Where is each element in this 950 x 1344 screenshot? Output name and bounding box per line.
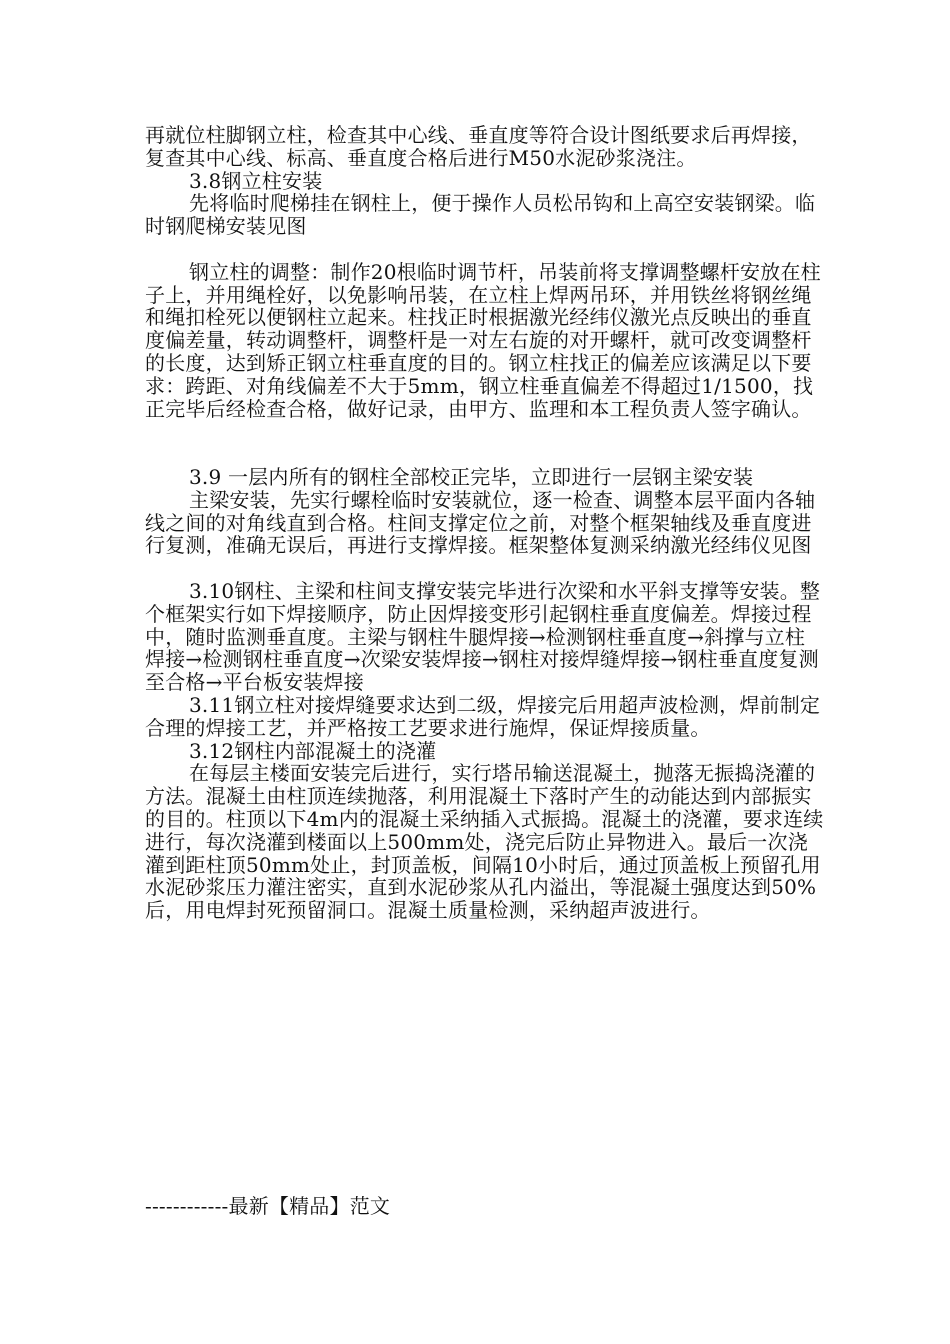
blank-line [145, 557, 825, 580]
blank-line [145, 420, 825, 466]
document-body [145, 124, 825, 922]
paragraph-column-adjustment: 钢立柱的调整：制作20根临时调节杆，吊装前将支撑调整螺杆安放在柱子上，并用绳栓好，以免影响吊装，在立柱上焊两吊环，并用铁丝将钢丝绳和绳扣栓死以便钢柱立起来。柱找正时根据激光经纬仪激光点反映出的垂直度偏差量，转动调整杆，调整杆是一对左右旋的对开螺杆，就可改变调整杆的长度，达到矫正钢立柱垂直度的目的。钢立柱找正的偏差应该满足以下要求：跨距、对角线偏差不大于5mm，钢立柱垂直偏差不得超过1/1500，找正完毕后经检查合格，做好记录，由甲方、监理和本工程负责人签字确认。 [145, 259, 821, 421]
paragraph-main-beam: 主梁安装，先实行螺栓临时安装就位，逐一检查、调整本层平面内各轴线之间的对角线直到合格。柱间支撑定位之前，对整个框架轴线及垂直度进行复测，准确无误后，再进行支撑焊接。框架整体复测采纳激光经纬仪见图 [145, 487, 816, 558]
paragraph-3-11-weld-quality: 3.11钢立柱对接焊缝要求达到二级，焊接完后用超声波检测，焊前制定合理的焊接工艺，并严格按工艺要求进行施焊，保证焊接质量。 [145, 692, 821, 740]
heading-3-8: 3.8钢立柱安装 [189, 168, 323, 193]
heading-3-9: 3.9 一层内所有的钢柱全部校正完毕，立即进行一层钢主梁安装 [189, 464, 754, 489]
paragraph-ladder: 先将临时爬梯挂在钢柱上，便于操作人员松吊钩和上高空安装钢梁。临时钢爬梯安装见图 [145, 191, 816, 239]
paragraph-concrete-pouring: 在每层主楼面安装完后进行，实行塔吊输送混凝土，抛落无振捣浇灌的方法。混凝土由柱顶连续抛落，利用混凝土下落时产生的动能达到内部振实的目的。柱顶以下4m内的混凝土采纳插入式振捣。混凝土的浇灌，要求连续进行，每次浇灌到楼面以上500mm处，浇完后防止异物进入。最后一次浇灌到距柱顶50mm处止，封顶盖板，间隔10小时后，通过顶盖板上预留孔用水泥砂浆压力灌注密实，直到水泥砂浆从孔内溢出，等混凝土强度达到50%后，用电焊封死预留洞口。混凝土质量检测，采纳超声波进行。 [145, 761, 824, 923]
heading-3-12: 3.12钢柱内部混凝土的浇灌 [189, 738, 437, 763]
paragraph-3-10-welding-sequence: 3.10钢柱、主梁和柱间支撑安装完毕进行次梁和水平斜支撑等安装。整个框架实行如下焊接顺序，防止因焊接变形引起钢柱垂直度偏差。焊接过程中，随时监测垂直度。主梁与钢柱牛腿焊接→检测钢柱垂直度→斜撑与立柱焊接→检测钢柱垂直度→次梁安装焊接→钢柱对接焊缝焊接→钢柱垂直度复测至合格→平台板安装焊接 [145, 578, 821, 695]
page-footer: ------------最新【精品】范文 [145, 1194, 391, 1218]
blank-line [145, 238, 825, 261]
paragraph-column-base-install: 再就位柱脚钢立柱，检查其中心线、垂直度等符合设计图纸要求后再焊接，复查其中心线、标高、垂直度合格后进行M50水泥砂浆浇注。 [145, 123, 812, 170]
